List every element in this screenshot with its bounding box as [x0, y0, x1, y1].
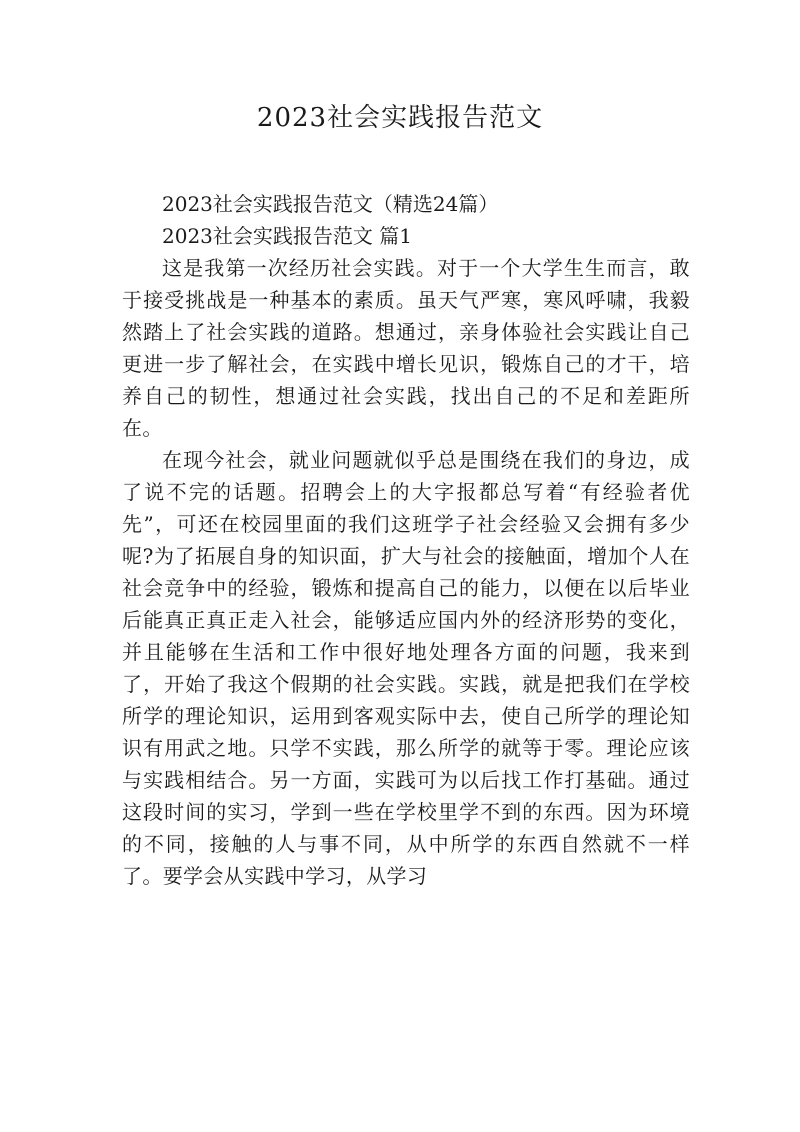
- document-body: [122, 188, 690, 892]
- paragraph-2: 在现今社会，就业问题就似乎总是围绕在我们的身边，成了说不完的话题。招聘会上的大字报都总写着“有经验者优先”，可还在校园里面的我们这班学子社会经验又会拥有多少呢?为了拓展自身的知识面，扩大与社会的接触面，增加个人在社会竞争中的经验，锻炼和提高自己的能力，以便在以后毕业后能真正真正走入社会，能够适应国内外的经济形势的变化，并且能够在生活和工作中很好地处理各方面的问题，我来到了，开始了我这个假期的社会实践。实践，就是把我们在学校所学的理论知识，运用到客观实际中去，使自己所学的理论知识有用武之地。只学不实践，那么所学的就等于零。理论应该与实践相结合。另一方面，实践可为以后找工作打基础。通过这段时间的实习，学到一些在学校里学不到的东西。因为环境的不同，接触的人与事不同，从中所学的东西自然就不一样了。要学会从实践中学习，从学习: [122, 448, 690, 888]
- paragraph-1: 这是我第一次经历社会实践。对于一个大学生生而言，敢于接受挑战是一种基本的素质。虽天气严寒，寒风呼啸，我毅然踏上了社会实践的道路。想通过，亲身体验社会实践让自己更进一步了解社会，在实践中增长见识，锻炼自己的才干，培养自己的韧性，想通过社会实践，找出自己的不足和差距所在。: [122, 256, 690, 440]
- document-title: 2023社会实践报告范文: [256, 103, 544, 133]
- document-subtitle: 2023社会实践报告范文（精选24篇）: [162, 192, 499, 216]
- section-heading: 2023社会实践报告范文 篇1: [162, 224, 412, 248]
